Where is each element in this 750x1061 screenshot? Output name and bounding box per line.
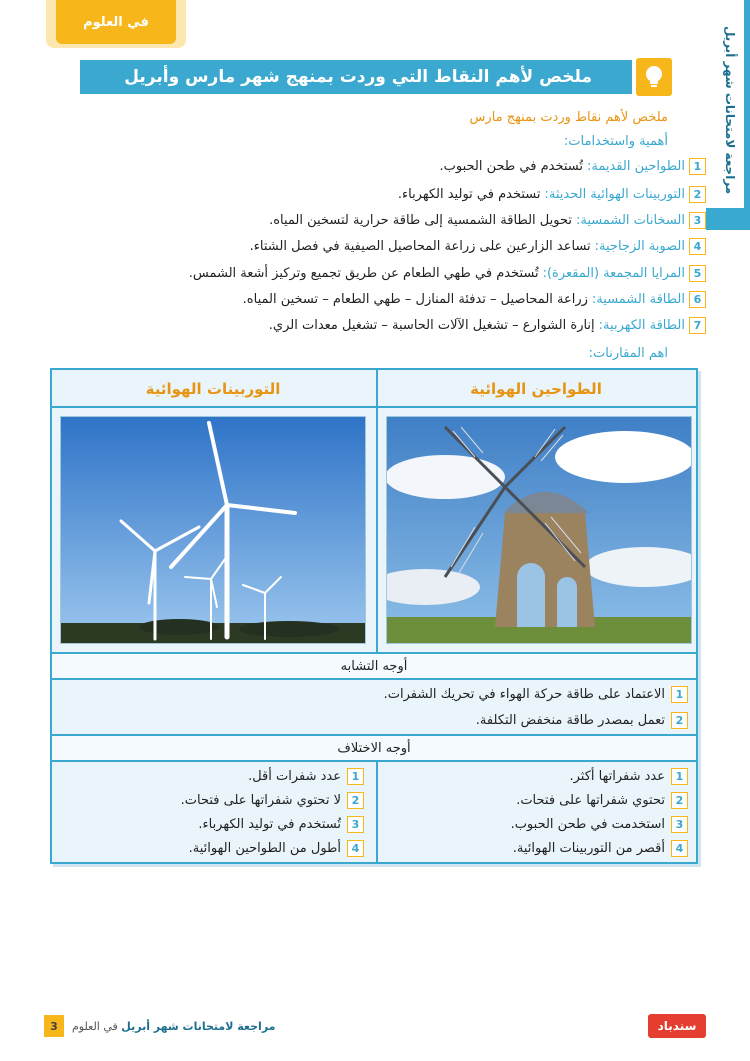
comparison-table	[50, 368, 698, 864]
similarity-row	[476, 712, 688, 729]
similarity-text: الاعتماد على طاقة حركة الهواء في تحريك الشفرات.	[383, 687, 665, 702]
difference-text: أقصر من التوربينات الهوائية.	[512, 841, 665, 856]
subtitle: ملخص لأهم نقاط وردت بمنهج مارس	[469, 110, 668, 125]
item-number: 2	[671, 712, 688, 729]
list-item	[86, 317, 706, 334]
difference-text: عدد شفراتها أكثر.	[569, 769, 665, 784]
side-label: مراجعة لامتحانات شهر أبريل	[723, 25, 737, 195]
item-number: 2	[347, 792, 364, 809]
item-number: 2	[689, 186, 706, 203]
footer-reference	[44, 1015, 275, 1037]
item-number: 1	[671, 768, 688, 785]
item-term: التوربينات الهوائية الحديثة:	[544, 187, 685, 202]
item-number: 2	[671, 792, 688, 809]
difference-row	[570, 768, 689, 785]
item-number: 4	[671, 840, 688, 857]
difference-text: استخدمت في طحن الحبوب.	[510, 817, 665, 832]
difference-row	[181, 792, 364, 809]
item-number: 3	[347, 816, 364, 833]
item-term: الصوبة الزجاجية:	[594, 239, 685, 254]
item-number: 1	[689, 158, 706, 175]
item-number: 6	[689, 291, 706, 308]
difference-row	[513, 840, 688, 857]
item-number: 7	[689, 317, 706, 334]
difference-row	[189, 840, 364, 857]
item-term: الطاقة الشمسية:	[591, 292, 685, 307]
item-number: 4	[347, 840, 364, 857]
item-term: الطواحين القديمة:	[586, 159, 685, 174]
item-number: 3	[689, 212, 706, 229]
side-label-box	[714, 10, 746, 210]
difference-text: تحتوي شفراتها على فتحات.	[516, 793, 665, 808]
item-desc: تحويل الطاقة الشمسية إلى طاقة حرارية لتسخين المياه.	[269, 213, 572, 228]
top-tab	[56, 0, 176, 44]
difference-text: تُستخدم في توليد الكهرباء.	[198, 817, 341, 832]
list-item	[86, 158, 706, 175]
col-header-windmills: الطواحين الهوائية	[470, 380, 602, 398]
item-number: 3	[671, 816, 688, 833]
similarities-label: أوجه التشابه	[52, 652, 696, 680]
difference-row	[511, 816, 688, 833]
header-bar	[80, 60, 632, 94]
item-term: المرايا المجمعة (المقعرة):	[542, 266, 685, 281]
column-divider	[376, 370, 378, 652]
item-term: السخانات الشمسية:	[575, 213, 685, 228]
difference-row	[516, 792, 688, 809]
differences-label: أوجه الاختلاف	[52, 734, 696, 762]
top-tab-label: في العلوم	[83, 14, 149, 30]
difference-row	[198, 816, 364, 833]
difference-text: لا تحتوي شفراتها على فتحات.	[180, 793, 341, 808]
item-number: 1	[347, 768, 364, 785]
list-item	[86, 265, 706, 282]
item-desc: تساعد الزارعين على زراعة المحاصيل الصيفية في فصل الشتاء.	[249, 239, 591, 254]
item-number: 5	[689, 265, 706, 282]
difference-text: عدد شفرات أقل.	[248, 769, 341, 784]
footer-ref-bold: مراجعة لامتحانات شهر أبريل في العلوم	[72, 1019, 276, 1033]
page-title: ملخص لأهم النقاط التي وردت بمنهج شهر مارس وأبريل	[124, 67, 592, 87]
list-item	[86, 291, 706, 308]
column-divider	[376, 762, 378, 864]
item-term: الطاقة الكهربية:	[598, 318, 685, 333]
lightbulb-icon	[636, 58, 672, 96]
item-desc: تستخدم في توليد الكهرباء.	[397, 187, 541, 202]
table-header-row	[52, 370, 696, 408]
page-number: 3	[44, 1015, 64, 1037]
windmill-photo	[386, 416, 692, 644]
difference-text: أطول من الطواحين الهوائية.	[188, 841, 341, 856]
item-number: 4	[689, 238, 706, 255]
brand-logo: سندباد	[648, 1014, 706, 1038]
importance-heading: أهمية واستخدامات:	[563, 134, 668, 149]
list-item	[86, 212, 706, 229]
similarity-row	[384, 686, 688, 703]
item-desc: زراعة المحاصيل – تدفئة المنازل – طهي الطعام – تسخين المياه.	[242, 292, 588, 307]
item-desc: تُستخدم في طحن الحبوب.	[439, 159, 583, 174]
item-number: 1	[671, 686, 688, 703]
item-desc: تُستخدم في طهي الطعام عن طريق تجميع وتركيز أشعة الشمس.	[188, 266, 539, 281]
list-item	[86, 238, 706, 255]
similarity-text: تعمل بمصدر طاقة منخفض التكلفة.	[475, 713, 665, 728]
comparisons-heading: اهم المقارنات:	[588, 346, 668, 361]
turbine-photo	[60, 416, 366, 644]
item-desc: إنارة الشوارع – تشغيل الآلات الحاسبة – تشغيل معدات الري.	[268, 318, 595, 333]
col-header-turbines: التوربينات الهوائية	[145, 380, 281, 398]
difference-row	[248, 768, 364, 785]
list-item	[86, 186, 706, 203]
